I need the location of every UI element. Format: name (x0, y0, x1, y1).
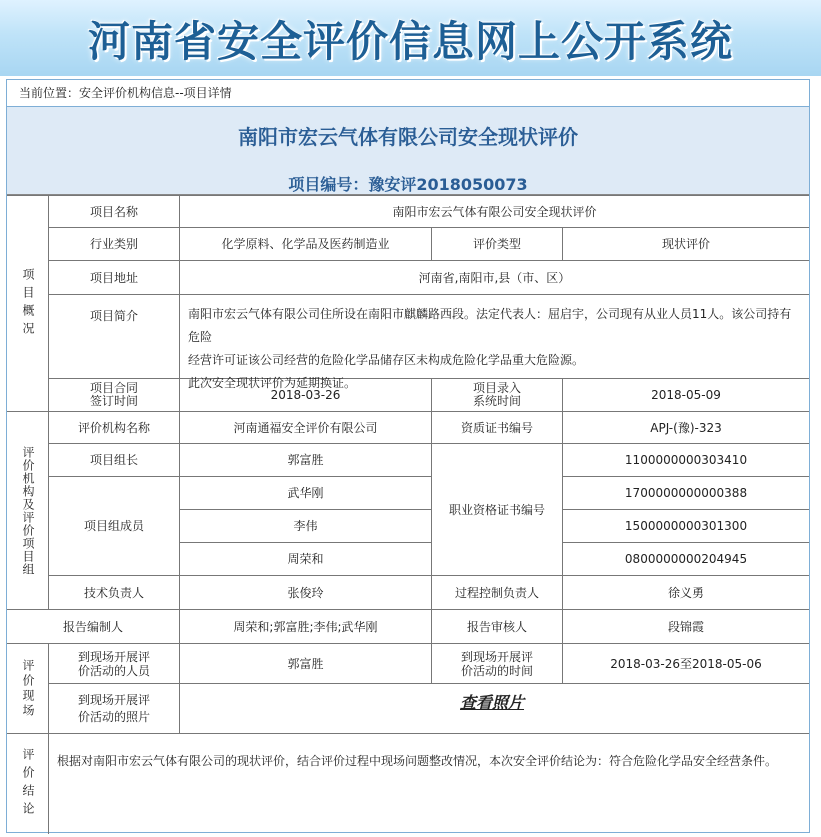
value-report-reviewer: 段锦霞 (563, 610, 809, 644)
site-photo-label-line-1: 到现场开展评 (77, 692, 150, 707)
value-industry: 化学原料、化学品及医药制造业 (180, 228, 432, 261)
detail-frame (6, 79, 810, 833)
label-cert: 资质证书编号 (432, 412, 563, 444)
value-leader: 郭富胜 (180, 444, 432, 477)
detail-table (7, 195, 809, 834)
site-time-label-line-2: 价活动的时间 (460, 663, 533, 678)
section-overview-label: 项目概况 (21, 267, 35, 340)
section-site-label: 评价现场 (21, 658, 35, 719)
contract-label-line-2: 签订时间 (89, 394, 138, 408)
label-tech: 技术负责人 (49, 576, 180, 610)
section-conclusion (7, 734, 49, 834)
project-code: 项目编号：豫安评2018050073 (288, 175, 528, 194)
value-entry-date: 2018-05-09 (563, 379, 809, 412)
value-tech: 张俊玲 (180, 576, 432, 610)
site-photos-cell (180, 684, 809, 734)
label-org: 评价机构名称 (49, 412, 180, 444)
value-site-time: 2018-03-26至2018-05-06 (563, 644, 809, 684)
value-conclusion: 根据对南阳市宏云气体有限公司的现状评价，结合评价过程中现场问题整改情况，本次安全评价结论为：符合危险化学品安全经营条件。 (57, 754, 778, 768)
member-row: 武华刚 (180, 477, 432, 510)
label-members: 项目组成员 (49, 477, 180, 576)
value-address: 河南省,南阳市,县（市、区） (180, 261, 809, 295)
value-cert: APJ-(豫)-323 (563, 412, 809, 444)
label-leader: 项目组长 (49, 444, 180, 477)
label-project-name: 项目名称 (49, 196, 180, 228)
view-photos-link[interactable]: 查看照片 (460, 692, 525, 712)
label-report-writer: 报告编制人 (7, 610, 180, 644)
qual-cert-row: 0800000000204945 (563, 543, 809, 576)
label-site-time (432, 644, 563, 684)
label-eval-type: 评价类型 (432, 228, 563, 261)
entry-label-line-2: 系统时间 (472, 394, 521, 408)
label-qual-cert: 职业资格证书编号 (432, 444, 563, 576)
value-process: 徐义勇 (563, 576, 809, 610)
member-row: 李伟 (180, 510, 432, 543)
site-staff-label-line-2: 价活动的人员 (77, 663, 150, 678)
qual-cert-row: 1500000000301300 (563, 510, 809, 543)
site-time-label-line-1: 到现场开展评 (460, 649, 533, 664)
value-site-staff: 郭富胜 (180, 644, 432, 684)
contract-label-line-1: 项目合同 (89, 381, 138, 395)
qual-cert-row: 1700000000000388 (563, 477, 809, 510)
entry-label-line-1: 项目录入 (472, 381, 521, 395)
label-site-photos (49, 684, 180, 734)
section-site (7, 644, 49, 734)
value-eval-type: 现状评价 (563, 228, 809, 261)
label-address: 项目地址 (49, 261, 180, 295)
value-project-name: 南阳市宏云气体有限公司安全现状评价 (180, 196, 809, 228)
section-org-label: 评价机构及评价项目组 (21, 445, 35, 576)
member-row: 周荣和 (180, 543, 432, 576)
label-site-staff (49, 644, 180, 684)
label-entry-date (432, 379, 563, 412)
site-banner (0, 0, 821, 76)
site-photo-label-line-2: 价活动的照片 (77, 709, 150, 724)
qual-cert-row: 1100000000303410 (563, 444, 809, 477)
label-contract-date (49, 379, 180, 412)
intro-line-2: 经营许可证该公司经营的危险化学品储存区未构成危险化学品重大危险源。 (188, 353, 585, 367)
label-intro: 项目简介 (49, 295, 180, 379)
value-org: 河南通福安全评价有限公司 (180, 412, 432, 444)
section-overview (7, 196, 49, 412)
intro-line-1: 南阳市宏云气体有限公司住所设在南阳市麒麟路西段。法定代表人：屈启宇，公司现有从业人员11人。该公司持有危险 (188, 307, 792, 344)
section-conclusion-label: 评价结论 (21, 748, 35, 820)
label-report-reviewer: 报告审核人 (432, 610, 563, 644)
page-title: 南阳市宏云气体有限公司安全现状评价 (238, 125, 578, 149)
intro-line-3: 此次安全现状评价为延期换证。 (188, 376, 357, 390)
label-industry: 行业类别 (49, 228, 180, 261)
section-org (7, 412, 49, 610)
site-staff-label-line-1: 到现场开展评 (77, 649, 150, 664)
site-title: 河南省安全评价信息网上公开系统 (87, 17, 733, 66)
breadcrumb: 当前位置：安全评价机构信息--项目详情 (7, 80, 809, 107)
value-contract-date: 2018-03-26 (180, 379, 432, 412)
label-process: 过程控制负责人 (432, 576, 563, 610)
value-report-writer: 周荣和;郭富胜;李伟;武华刚 (180, 610, 432, 644)
project-header (7, 107, 809, 195)
